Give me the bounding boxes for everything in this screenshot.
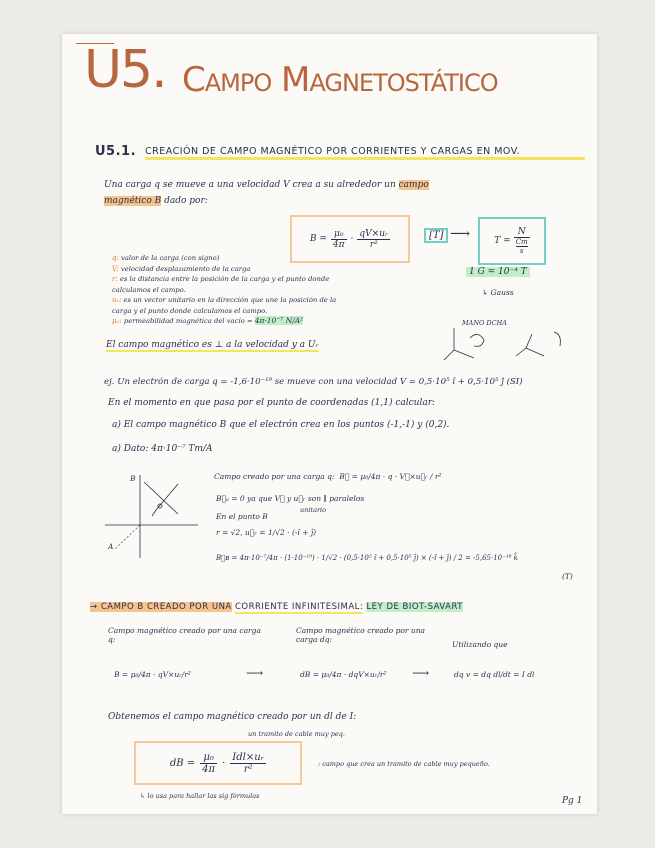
example-line-2: En el momento en que pasa por el punto de coordenadas (1,1) calcular:: [108, 398, 436, 408]
calc-line-4: r = √2, u⃗ᵣ = 1/√2 · (-î + ĵ): [216, 528, 317, 537]
definition-item: r: es la distancia entre la posición de la carga y el punto donde calculamos el campo.: [112, 275, 330, 294]
main-formula-box: B = $\frac{\text{μ₀}}{4\pi}$ · $\frac{\text{qV×uᵣ}}{\text{r²}}$: [290, 215, 410, 263]
intro-highlight-1: campo: [398, 180, 429, 190]
page-number: Pg 1: [562, 796, 583, 806]
final-formula-box: dB = $\frac{\text{μ₀}}{4\pi}$ · $\frac{\text{Idl×uᵣ}}{\text{r²}}$: [134, 741, 302, 785]
tesla-den: Cm s: [515, 238, 528, 255]
axis-line: [516, 348, 526, 356]
vector-line: [152, 510, 156, 516]
intro-text: Una carga q se mueve a una velocidad V crea a su alrededor un: [104, 180, 396, 190]
intro-line: [104, 180, 544, 190]
calc-line-5: B⃗ʙ = 4π·10⁻⁷/4π · (1·10⁻¹⁹) · 1/√2 · (0,5·10⁵ î + 0,5·10⁵ ĵ) × (-î + ĵ) / 2 = -5,65·10⁻¹⁸ k̂: [216, 554, 518, 562]
definition-item: q: valor de la carga (con signo): [112, 254, 220, 262]
page-title: Campo Magnetostático: [182, 60, 498, 100]
tesla-box: [478, 217, 546, 265]
gauss-equation: 1 G = 10⁻⁴ T: [466, 267, 530, 277]
example-line-3: a) El campo magnético B que el electrón crea en los puntos (-1,-1) y (0,2).: [112, 420, 450, 430]
perpendicular-note: El campo magnético es ⊥ a la velocidad y a Uᵣ: [106, 340, 319, 350]
calc-line-1: Campo creado por una carga q: B⃗ = μ₀/4π · q · V⃗×u⃗ᵣ / r²: [214, 472, 442, 481]
tesla-num: N: [514, 227, 530, 238]
definition-item: V: velocidad desplazamiento de la carga: [112, 264, 251, 273]
definitions-list: [112, 253, 342, 327]
hand-sketch: [470, 334, 484, 346]
example-dato: a) Dato: 4π·10⁻⁷ Tm/A: [112, 444, 213, 454]
biot-formula-2: dB = μ₀/4π · dqV×uᵣ/r²: [300, 670, 387, 679]
section-number: U5.1.: [95, 144, 137, 159]
axis-line: [444, 350, 454, 360]
mu-den: 4π: [332, 239, 345, 250]
biot-formula-3: dq v = dq dl/dt = I dl: [454, 670, 535, 679]
vector-line: [156, 484, 178, 510]
right-hand-label: MANO DCHA: [462, 319, 507, 327]
note-top: un tramito de cable muy peq.: [248, 730, 345, 738]
hand-sketch: [554, 332, 560, 346]
axis-line: [526, 348, 544, 356]
coordinate-diagram: [100, 470, 200, 560]
mu-fraction: [331, 229, 347, 250]
charge-point: [158, 504, 162, 508]
right-hand-diagram: [440, 320, 580, 365]
biot-col1-title: Campo magnético creado por una carga q:: [108, 626, 261, 644]
mu-num: μ₀: [331, 229, 347, 240]
biot-formula-1: B = μ₀/4π · qV×uᵣ/r²: [114, 670, 191, 679]
vector-line: [144, 482, 178, 514]
calc-line-3: En el punto B: [216, 512, 268, 521]
final-note: : campo que crea un tramito de cable muy pequeño.: [318, 760, 490, 768]
biot-col3-title: Utilizando que: [452, 640, 508, 649]
point-b-label: B: [130, 474, 136, 483]
point-a-label: A: [108, 542, 114, 551]
axis-line: [526, 334, 532, 348]
calc-unit: (T): [562, 572, 573, 581]
intro-line-2: [104, 196, 208, 206]
intro-highlight-2: magnético B: [104, 196, 162, 206]
axis-line: [454, 350, 474, 358]
tesla-unit: [T]: [424, 228, 448, 243]
formula-lhs: B =: [309, 234, 327, 244]
example-line-1: ej. Un electrón de carga q = -1,6·10⁻¹⁹ se mueve con una velocidad V = 0,5·10⁵ î + 0,5·10⁵ ĵ (SI): [104, 377, 523, 387]
definition-item: uᵣ: es un vector unitario en la dirección que une la posición de la carga y el punto donde calculamos el campo.: [112, 296, 337, 315]
arrow-icon: ⟶: [246, 666, 264, 680]
biot-col2-title: Campo magnético creado por una carga dq:: [296, 626, 426, 644]
bottom-note: ↳ lo usa para hallar las sig fórmulas: [140, 792, 260, 800]
arrow-icon: ⟶: [412, 666, 430, 680]
q-den: r²: [369, 239, 378, 250]
q-num: qV×uᵣ: [359, 228, 389, 239]
obtain-line: Obtenemos el campo magnético creado por un dl de I:: [108, 712, 357, 722]
section2-heading: → CAMPO B CREADO POR UNA CORRIENTE INFINITESIMAL: LEY DE BIOT-SAVART: [90, 602, 463, 612]
q-fraction: [357, 229, 390, 250]
section-title: CREACIÓN DE CAMPO MAGNÉTICO POR CORRIENTES Y CARGAS EN MOV.: [145, 146, 585, 160]
unit-vector-note: unitario: [300, 506, 327, 514]
gauss-label: ↳ Gauss: [482, 288, 514, 297]
calc-line-2: B⃗ₐ = 0 ya que V⃗ y u⃗ᵣ son ∥ paralelos: [216, 494, 365, 503]
unit-number: U5.: [84, 40, 166, 100]
tesla-lhs: T =: [494, 236, 511, 246]
tesla-fraction: [514, 227, 530, 255]
definition-item: μ₀: permeabilidad magnética del vacío = 4π·10⁻⁷ N/A²: [112, 316, 304, 325]
guide-line: [114, 525, 140, 550]
intro-end: dado por:: [164, 196, 208, 206]
arrow-icon: ⟶: [450, 226, 471, 242]
